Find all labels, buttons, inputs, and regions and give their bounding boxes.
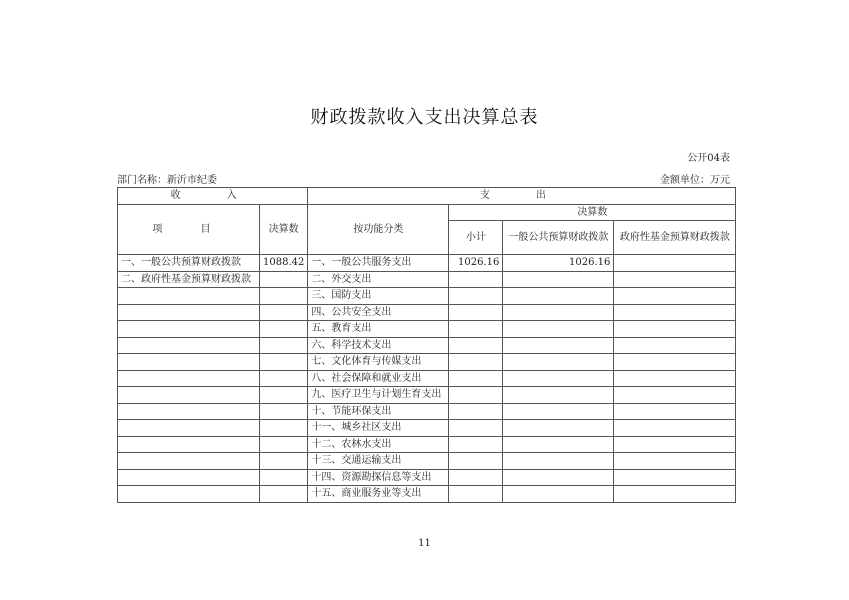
gov-fund-cell: [614, 403, 736, 420]
income-item-cell: [118, 304, 260, 321]
gov-fund-cell: [614, 337, 736, 354]
function-class-header: 按功能分类: [308, 204, 449, 255]
subtotal-cell: [449, 288, 503, 305]
table-row: [118, 453, 736, 470]
department-name: 部门名称：新沂市纪委: [117, 175, 217, 186]
table-row: [118, 255, 736, 272]
income-value-cell: [260, 321, 308, 338]
expense-item-cell: 一、一般公共服务支出: [308, 255, 449, 272]
general-budget-cell: [503, 420, 614, 437]
table-row: [118, 469, 736, 486]
expense-item-cell: 四、公共安全支出: [308, 304, 449, 321]
expense-item-cell: 二、外交支出: [308, 271, 449, 288]
income-amount-header: 决算数: [260, 204, 308, 255]
table-row: [118, 304, 736, 321]
general-budget-cell: [503, 271, 614, 288]
amount-unit: 金额单位：万元: [660, 175, 730, 186]
subtotal-cell: [449, 304, 503, 321]
budget-summary-table: [117, 187, 736, 503]
expense-item-cell: 十三、交通运输支出: [308, 453, 449, 470]
income-value-cell: [260, 304, 308, 321]
subtotal-cell: 1026.16: [449, 255, 503, 272]
income-value-cell: [260, 453, 308, 470]
item-header: 项 目: [118, 204, 260, 255]
general-budget-cell: [503, 288, 614, 305]
gov-fund-cell: [614, 304, 736, 321]
income-item-cell: [118, 436, 260, 453]
expense-item-cell: 六、科学技术支出: [308, 337, 449, 354]
gov-fund-cell: [614, 255, 736, 272]
subtotal-cell: [449, 370, 503, 387]
general-budget-cell: [503, 453, 614, 470]
table-row: [118, 420, 736, 437]
expense-item-cell: 十五、商业服务业等支出: [308, 486, 449, 503]
income-value-cell: [260, 486, 308, 503]
table-row: [118, 387, 736, 404]
general-budget-cell: [503, 486, 614, 503]
general-budget-cell: [503, 321, 614, 338]
subtotal-cell: [449, 337, 503, 354]
gov-fund-cell: [614, 288, 736, 305]
income-value-cell: [260, 337, 308, 354]
subtotal-cell: [449, 486, 503, 503]
income-item-cell: 二、政府性基金预算财政拨款: [118, 271, 260, 288]
income-item-cell: [118, 403, 260, 420]
income-item-cell: [118, 486, 260, 503]
table-row: [118, 370, 736, 387]
income-value-cell: [260, 469, 308, 486]
income-item-cell: [118, 469, 260, 486]
general-budget-cell: [503, 354, 614, 371]
gov-fund-cell: [614, 370, 736, 387]
header-row-2: [118, 204, 736, 221]
table-row: [118, 486, 736, 503]
expense-header: 支 出: [308, 188, 736, 205]
page-number: 11: [418, 538, 431, 549]
table-row: [118, 354, 736, 371]
gov-fund-cell: [614, 387, 736, 404]
income-item-cell: 一、一般公共预算财政拨款: [118, 255, 260, 272]
income-item-cell: [118, 354, 260, 371]
income-item-cell: [118, 321, 260, 338]
general-budget-cell: [503, 403, 614, 420]
table-row: [118, 436, 736, 453]
expense-item-cell: 十一、城乡社区支出: [308, 420, 449, 437]
gov-fund-cell: [614, 271, 736, 288]
general-budget-cell: [503, 469, 614, 486]
subtotal-cell: [449, 420, 503, 437]
page-title: 财政拨款收入支出决算总表: [310, 107, 539, 128]
income-item-cell: [118, 453, 260, 470]
subtotal-cell: [449, 271, 503, 288]
expense-item-cell: 三、国防支出: [308, 288, 449, 305]
expense-item-cell: 十四、资源勘探信息等支出: [308, 469, 449, 486]
income-value-cell: [260, 387, 308, 404]
income-header: 收 入: [118, 188, 308, 205]
gov-fund-cell: [614, 436, 736, 453]
general-budget-header: 一般公共预算财政拨款: [503, 221, 614, 255]
general-budget-cell: [503, 337, 614, 354]
income-value-cell: [260, 271, 308, 288]
income-item-cell: [118, 420, 260, 437]
income-value-cell: [260, 354, 308, 371]
table-row: [118, 337, 736, 354]
income-value-cell: [260, 420, 308, 437]
gov-fund-cell: [614, 486, 736, 503]
subtotal-cell: [449, 354, 503, 371]
income-item-cell: [118, 337, 260, 354]
general-budget-cell: [503, 370, 614, 387]
general-budget-cell: [503, 304, 614, 321]
expense-item-cell: 九、医疗卫生与计划生育支出: [308, 387, 449, 404]
expense-item-cell: 十、节能环保支出: [308, 403, 449, 420]
table-row: [118, 321, 736, 338]
expense-item-cell: 七、文化体育与传媒支出: [308, 354, 449, 371]
income-value-cell: [260, 288, 308, 305]
general-budget-cell: [503, 387, 614, 404]
table-row: [118, 288, 736, 305]
income-item-cell: [118, 387, 260, 404]
gov-fund-cell: [614, 321, 736, 338]
subtotal-cell: [449, 469, 503, 486]
income-item-cell: [118, 288, 260, 305]
expense-item-cell: 五、教育支出: [308, 321, 449, 338]
income-value-cell: [260, 403, 308, 420]
table-row: [118, 271, 736, 288]
expense-item-cell: 八、社会保障和就业支出: [308, 370, 449, 387]
income-value-cell: [260, 370, 308, 387]
subtotal-cell: [449, 387, 503, 404]
gov-fund-cell: [614, 469, 736, 486]
subtotal-cell: [449, 453, 503, 470]
gov-fund-cell: [614, 420, 736, 437]
table-row: [118, 403, 736, 420]
gov-fund-cell: [614, 354, 736, 371]
form-number: 公开04表: [687, 153, 730, 164]
income-value-cell: 1088.42: [260, 255, 308, 272]
final-amount-header: 决算数: [449, 204, 736, 221]
header-row-1: [118, 188, 736, 205]
subtotal-cell: [449, 436, 503, 453]
income-item-cell: [118, 370, 260, 387]
income-value-cell: [260, 436, 308, 453]
expense-item-cell: 十二、农林水支出: [308, 436, 449, 453]
gov-fund-header: 政府性基金预算财政拨款: [614, 221, 736, 255]
gov-fund-cell: [614, 453, 736, 470]
subtotal-header: 小计: [449, 221, 503, 255]
subtotal-cell: [449, 403, 503, 420]
general-budget-cell: [503, 436, 614, 453]
general-budget-cell: 1026.16: [503, 255, 614, 272]
subtotal-cell: [449, 321, 503, 338]
